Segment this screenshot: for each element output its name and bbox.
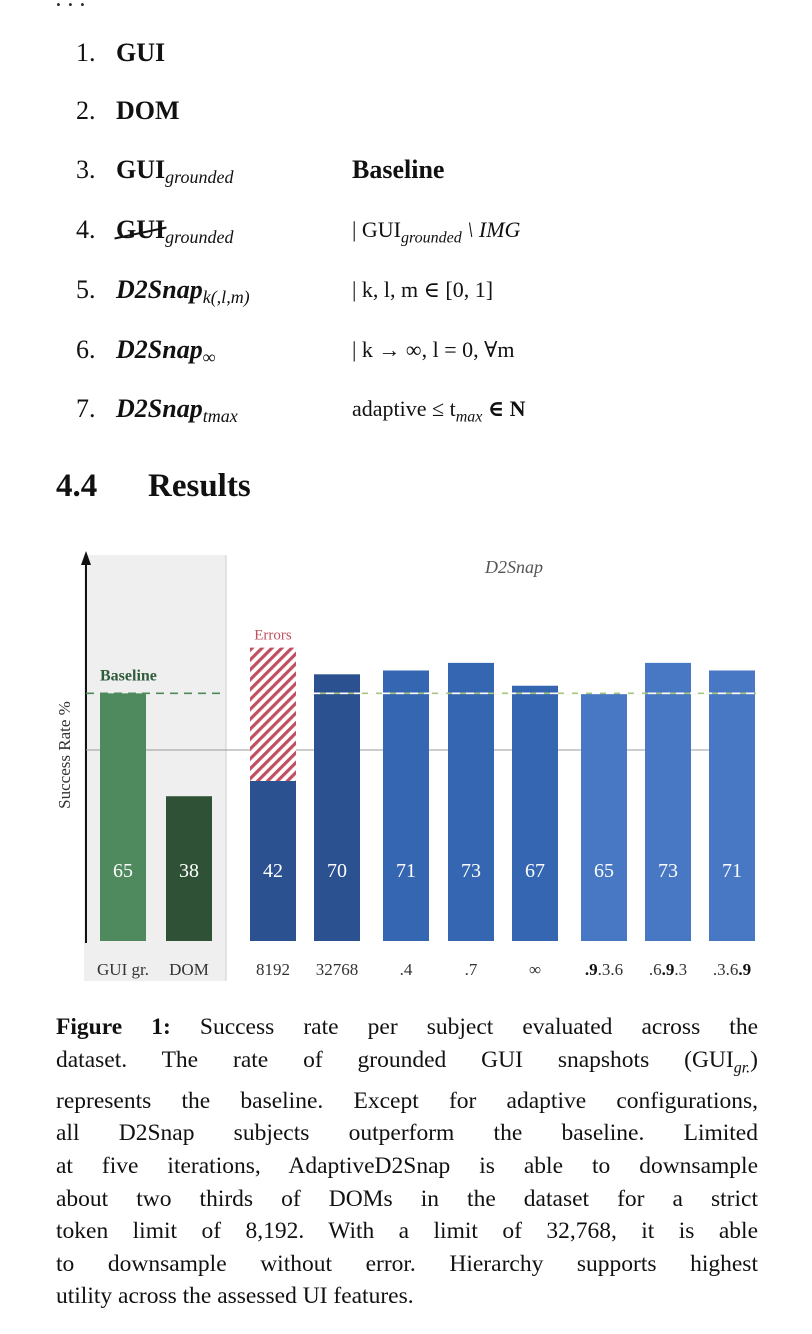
category-label: 32768 [315,960,359,979]
bar [709,670,755,941]
caption-sub: gr. [733,1059,751,1077]
category-label: ∞ [528,960,542,979]
subject-item [0,155,812,195]
section-title: Results [148,468,251,504]
caption-lead: Figure 1: [56,1014,171,1040]
errors-segment [250,648,296,781]
section-number: 4.4 [56,468,98,504]
item-number: 2. [76,96,96,125]
bar [512,686,558,941]
subject-item [0,275,812,315]
bar [100,693,146,941]
subject-item [0,335,812,375]
item-number: 3. [76,155,96,184]
bar [581,693,627,941]
category-label: GUI gr. [97,960,149,979]
group-label: D2Snap [485,557,543,577]
bar-value-label: 65 [113,860,133,882]
bar-value-label: 71 [396,860,416,882]
previous-text-fragment [56,0,86,13]
bar [448,663,494,941]
item-description: adaptive ≤ $t_{max}$ ∈ N [352,396,526,426]
item-number: 5. [76,275,96,304]
caption-line: to downsample without error. Hierarchy supports highest [56,1250,758,1277]
item-number: 7. [76,394,96,423]
bar-value-label: 71 [722,860,742,882]
caption-line: utility across the assessed UI features. [56,1283,414,1310]
item-name: $GUI_{grounded}$ [116,155,234,187]
bar-value-label: 67 [525,860,545,882]
bar [645,663,691,941]
item-number: 4. [76,215,96,244]
figure-caption [56,1011,758,1313]
bar-value-label: 73 [461,860,481,882]
category-label: .6.9.3 [648,960,688,979]
item-name: D2Snap$_\infty$ [116,335,216,367]
caption-line: represents the baseline. Except for adaptive configurations, [56,1087,758,1114]
item-description: | k → ∞, l = 0, ∀m [352,337,515,362]
subject-item [0,96,812,136]
success-rate-chart [46,545,766,990]
item-name: D2Snap$_{k(,l,m)}$ [116,275,250,307]
category-label: .7 [464,960,478,979]
bar-value-label: 65 [594,860,614,882]
category-label: .4 [399,960,413,979]
item-description: | k, l, m ∈ [0, 1] [352,277,494,302]
item-name: D2Snap$_{tmax}$ [116,394,238,426]
caption-paren: ) [750,1046,758,1073]
item-description: | $GUI_{grounded}$ \ IMG [352,217,521,247]
bar [314,674,360,941]
item-number: 1. [76,38,96,67]
subject-item [0,215,812,255]
bar-value-label: 73 [658,860,678,882]
bar-value-label: 42 [263,860,283,882]
y-axis-label: Success Rate % [55,701,74,809]
caption-line: Success rate per subject evaluated across the [170,1014,758,1040]
item-description: Baseline [352,155,445,184]
bar-value-label: 70 [327,860,347,882]
item-name: $GUI_{grounded}$ [116,215,234,247]
category-label: .9.3.6 [584,960,624,979]
bar [383,670,429,941]
category-label: DOM [169,960,209,979]
caption-line: about two thirds of DOMs in the dataset for a strict [56,1185,758,1212]
category-label: 8192 [256,960,290,979]
item-number: 6. [76,335,96,364]
item-name: DOM [116,96,180,125]
baseline-label: Baseline [100,667,157,685]
caption-line: all D2Snap subjects outperform the baseline. Limited [56,1120,758,1147]
results-figure [46,545,766,990]
section-heading [56,468,251,505]
errors-label: Errors [254,627,292,644]
caption-line: dataset. The rate of grounded GUI snapshots (GUI [56,1046,734,1073]
subject-item [0,394,812,434]
item-name: GUI [116,38,166,67]
subject-item [0,38,812,78]
category-label: .3.6.9 [712,960,752,979]
caption-line: at five iterations, AdaptiveD2Snap is able to downsample [56,1153,758,1180]
bar-value-label: 38 [179,860,199,882]
caption-line: token limit of 8,192. With a limit of 32,768, it is able [56,1218,758,1245]
